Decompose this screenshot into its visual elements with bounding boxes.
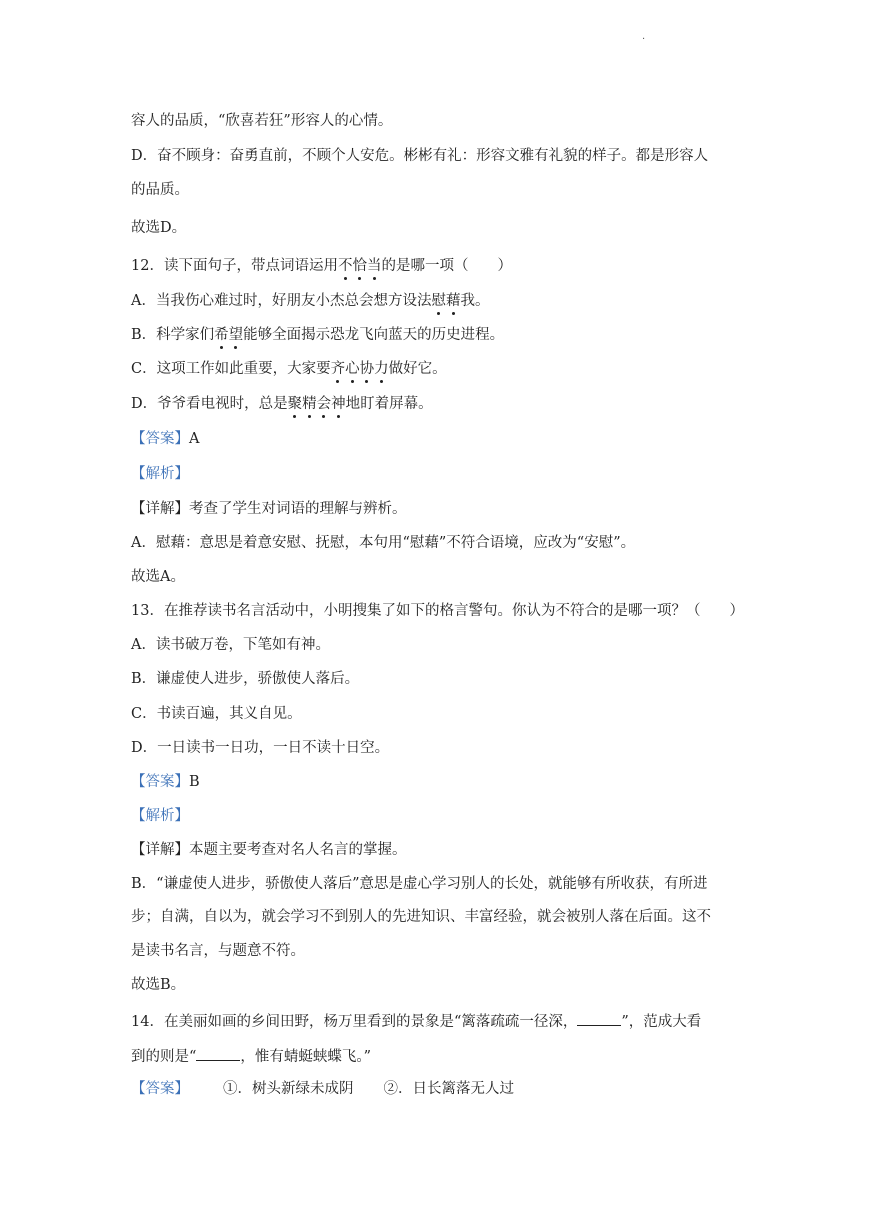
- q12-conclusion: 故选A。: [131, 569, 185, 585]
- fill-in-blank: [196, 1046, 240, 1061]
- fill-in-blank: [577, 1011, 621, 1026]
- dotted-char: 慰: [431, 293, 446, 309]
- answer-part-1: ①．树头新绿未成阴: [223, 1081, 354, 1097]
- dotted-char: 望: [228, 327, 244, 343]
- q12-option-d-prefix: D．爷爷看电视时，总是: [131, 396, 288, 412]
- q11-explain-line-1: 容人的品质，“欣喜若狂”形容人的心情。: [131, 113, 393, 129]
- answer-value: B: [189, 774, 200, 790]
- q12-option-a: [131, 291, 489, 311]
- q12-stem: [131, 256, 512, 276]
- dotted-char: 聚: [287, 396, 303, 412]
- q12-option-d-suffix: 地盯着屏幕。: [345, 396, 433, 412]
- dotted-char: 不: [337, 258, 353, 274]
- q12-stem-prefix: 12．读下面句子，带点词语运用: [131, 258, 338, 274]
- q13-option-c: C．书读百遍，其义自见。: [131, 706, 302, 722]
- q13-option-b: B．谦虚使人进步，骄傲使人落后。: [131, 671, 360, 687]
- q14-stem-line-1-suffix: ”，范成大看: [621, 1014, 702, 1030]
- detail-text: 考查了学生对词语的理解与辨析。: [189, 501, 407, 517]
- q13-answer: [131, 772, 200, 792]
- dotted-char: 当: [366, 258, 382, 274]
- dotted-char: 力: [374, 361, 389, 377]
- detail-label: 【详解】: [131, 842, 189, 858]
- q11-explain-line-3: 的品质。: [131, 182, 189, 198]
- q14-stem-line-2-prefix: 到的则是“: [131, 1049, 197, 1065]
- q11-conclusion: 故选D。: [131, 220, 187, 236]
- q13-conclusion: 故选B。: [131, 977, 186, 993]
- q14-stem-line-1-prefix: 14．在美丽如画的乡间田野，杨万里看到的景象是“篱落疏疏一径深，: [131, 1014, 578, 1030]
- q14-stem-line-1: [131, 1011, 701, 1032]
- q12-option-c-prefix: C．这项工作如此重要，大家要: [131, 361, 331, 377]
- answer-part-2: ②．日长篱落无人过: [383, 1081, 514, 1097]
- answer-value: A: [189, 431, 200, 447]
- dotted-char: 心: [345, 361, 360, 377]
- dotted-char: 协: [359, 361, 375, 377]
- q12-explanation: A．慰藉：意思是着意安慰、抚慰，本句用“慰藉”不符合语境，应改为“安慰”。: [131, 535, 636, 551]
- dotted-char: 齐: [330, 361, 346, 377]
- detail-label: 【详解】: [131, 501, 189, 517]
- dotted-char: 希: [214, 327, 229, 343]
- dotted-char: 精: [302, 396, 317, 412]
- q12-answer: [131, 429, 199, 449]
- q14-answer: [131, 1079, 514, 1099]
- q12-option-a-prefix: A．当我伤心难过时，好朋友小杰总会想方设法: [131, 293, 432, 309]
- q13-explain-line-1: B．“谦虚使人进步，骄傲使人落后”意思是虚心学习别人的长处，就能够有所收获，有所进: [131, 876, 708, 892]
- q12-option-c-suffix: 做好它。: [388, 361, 447, 377]
- q12-option-b: [131, 325, 504, 345]
- q14-stem-line-2: [131, 1046, 371, 1067]
- q12-option-d: [131, 394, 433, 414]
- q13-explain-line-2: 步；自满，自以为，就会学习不到别人的先进知识、丰富经验，就会被别人落在后面。这不: [131, 909, 711, 925]
- q12-detail: [131, 499, 407, 519]
- answer-label: 【答案】: [131, 431, 189, 447]
- q13-option-a: A．读书破万卷，下笔如有神。: [131, 637, 330, 653]
- answer-label: 【答案】: [131, 774, 189, 790]
- q14-stem-line-2-suffix: ，惟有蜻蜓蛱蝶飞。”: [240, 1049, 372, 1065]
- dotted-char: 藉: [445, 293, 461, 309]
- analysis-label: 【解析】: [131, 466, 189, 482]
- q12-option-c: [131, 359, 447, 379]
- page-header-mark: ·: [642, 34, 646, 45]
- q13-explain-line-3: 是读书名言，与题意不符。: [131, 943, 305, 959]
- q13-analysis: [131, 806, 189, 826]
- answer-label: 【答案】: [131, 1081, 189, 1097]
- q12-analysis: [131, 464, 189, 484]
- q13-option-d: D．一日读书一日功，一日不读十日空。: [131, 740, 390, 756]
- q12-stem-suffix: 的是哪一项（ ）: [381, 258, 512, 274]
- q12-option-a-suffix: 我。: [460, 293, 490, 309]
- q12-option-b-suffix: 能够全面揭示恐龙飞向蓝天的历史进程。: [243, 327, 505, 343]
- q13-detail: [131, 840, 407, 860]
- q13-stem: 13．在推荐读书名言活动中，小明搜集了如下的格言警句。你认为不符合的是哪一项？（ ）: [131, 603, 744, 619]
- q12-option-b-prefix: B．科学家们: [131, 327, 215, 343]
- q11-explain-line-2: D．奋不顾身：奋勇直前，不顾个人安危。彬彬有礼：形容文雅有礼貌的样子。都是形容人: [131, 148, 709, 164]
- detail-text: 本题主要考查对名人名言的掌握。: [189, 842, 407, 858]
- dotted-char: 会: [316, 396, 332, 412]
- analysis-label: 【解析】: [131, 808, 189, 824]
- dotted-char: 神: [331, 396, 346, 412]
- dotted-char: 恰: [352, 258, 367, 274]
